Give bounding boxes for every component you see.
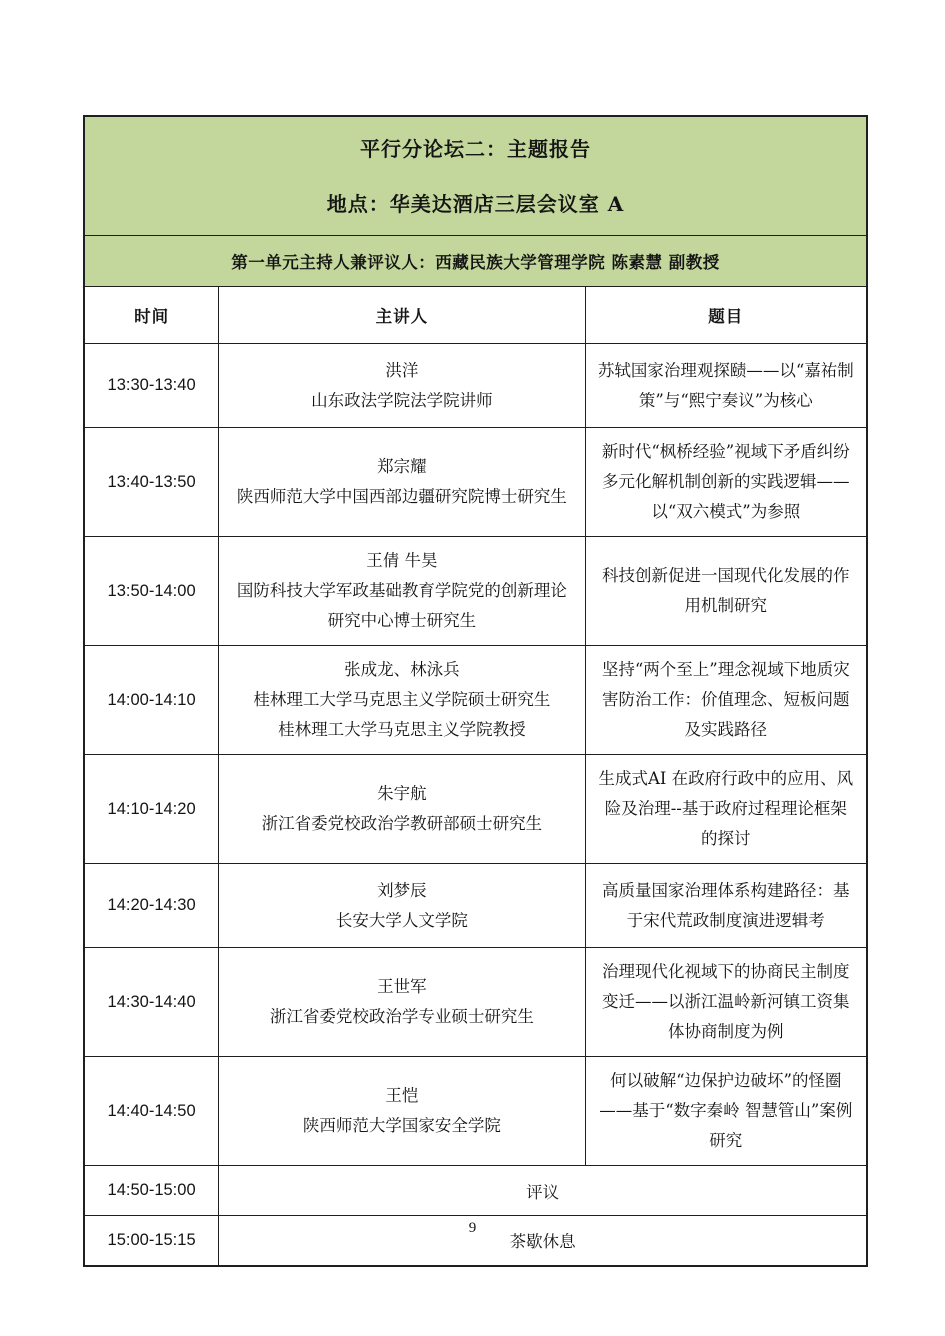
time-cell: 13:30-13:40 [84,344,219,428]
unit-header-row [84,236,867,287]
schedule-table [83,115,868,1267]
speaker-cell [219,428,585,537]
topic-cell: 高质量国家治理体系构建路径：基于宋代荒政制度演进逻辑考 [585,864,867,948]
col-header-time: 时间 [84,287,219,344]
speaker-line: 浙江省委党校政治学教研部硕士研究生 [261,814,543,833]
speaker-cell [219,537,585,646]
speaker-line: 陕西师范大学中国西部边疆研究院博士研究生 [236,487,567,506]
time-cell: 14:20-14:30 [84,864,219,948]
time-cell: 13:50-14:00 [84,537,219,646]
time-cell: 14:30-14:40 [84,948,219,1057]
schedule-row-merged [84,1166,867,1216]
speaker-line: 郑宗耀 [377,457,427,476]
forum-location: 地点：华美达酒店三层会议室 A [326,192,625,216]
time-cell: 14:10-14:20 [84,755,219,864]
forum-title: 平行分论坛二：主题报告 [360,137,591,161]
speaker-line: 王倩 牛昊 [366,551,438,570]
topic-cell: 坚持“两个至上”理念视域下地质灾害防治工作：价值理念、短板问题及实践路径 [585,646,867,755]
speaker-line: 桂林理工大学马克思主义学院教授 [278,720,526,739]
unit-header: 第一单元主持人兼评议人：西藏民族大学管理学院 陈素慧 副教授 [84,236,867,287]
schedule-row [84,537,867,646]
time-cell: 15:00-15:15 [84,1216,219,1266]
time-cell: 13:40-13:50 [84,428,219,537]
speaker-line: 陕西师范大学国家安全学院 [302,1116,501,1135]
forum-header-row [84,116,867,236]
speaker-cell [219,1057,585,1166]
speaker-line: 国防科技大学军政基础教育学院党的创新理论研究中心博士研究生 [236,581,567,630]
speaker-cell [219,948,585,1057]
speaker-line: 张成龙、林泳兵 [344,660,460,679]
schedule-row [84,948,867,1057]
time-cell: 14:50-15:00 [84,1166,219,1216]
schedule-row [84,428,867,537]
speaker-line: 长安大学人文学院 [335,910,468,930]
schedule-row [84,755,867,864]
schedule-row [84,1057,867,1166]
forum-header-cell [84,116,867,236]
speaker-cell [219,344,585,428]
speaker-line: 浙江省委党校政治学专业硕士研究生 [269,1007,534,1026]
col-header-topic: 题目 [585,287,867,344]
topic-cell: 何以破解“边保护边破坏”的怪圈——基于“数字秦岭 智慧管山”案例研究 [585,1057,867,1166]
topic-cell: 治理现代化视域下的协商民主制度变迁——以浙江温岭新河镇工资集体协商制度为例 [585,948,867,1057]
merged-activity-cell: 茶歇休息 [219,1216,867,1266]
speaker-cell [219,755,585,864]
page-number: 9 [468,1220,477,1236]
schedule-body [84,116,867,1266]
speaker-cell [219,646,585,755]
topic-cell: 新时代“枫桥经验”视域下矛盾纠纷多元化解机制创新的实践逻辑——以“双六模式”为参照 [585,428,867,537]
speaker-line: 王世军 [377,977,427,996]
speaker-line: 桂林理工大学马克思主义学院硕士研究生 [253,690,551,709]
topic-cell: 苏轼国家治理观探赜——以“嘉祐制策”与“熙宁奏议”为核心 [585,344,867,428]
speaker-line: 王恺 [385,1086,419,1105]
speaker-line: 山东政法学院法学院讲师 [311,390,493,410]
speaker-cell [219,864,585,948]
schedule-row [84,864,867,948]
col-header-speaker: 主讲人 [219,287,585,344]
schedule-row [84,344,867,428]
column-header-row [84,287,867,344]
schedule-row [84,646,867,755]
speaker-line: 朱宇航 [377,784,427,803]
topic-cell: 科技创新促进一国现代化发展的作用机制研究 [585,537,867,646]
merged-activity-cell: 评议 [219,1166,867,1216]
speaker-line: 刘梦辰 [377,880,427,900]
time-cell: 14:00-14:10 [84,646,219,755]
topic-cell: 生成式AI 在政府行政中的应用、风险及治理--基于政府过程理论框架的探讨 [585,755,867,864]
speaker-line: 洪洋 [385,360,419,380]
time-cell: 14:40-14:50 [84,1057,219,1166]
